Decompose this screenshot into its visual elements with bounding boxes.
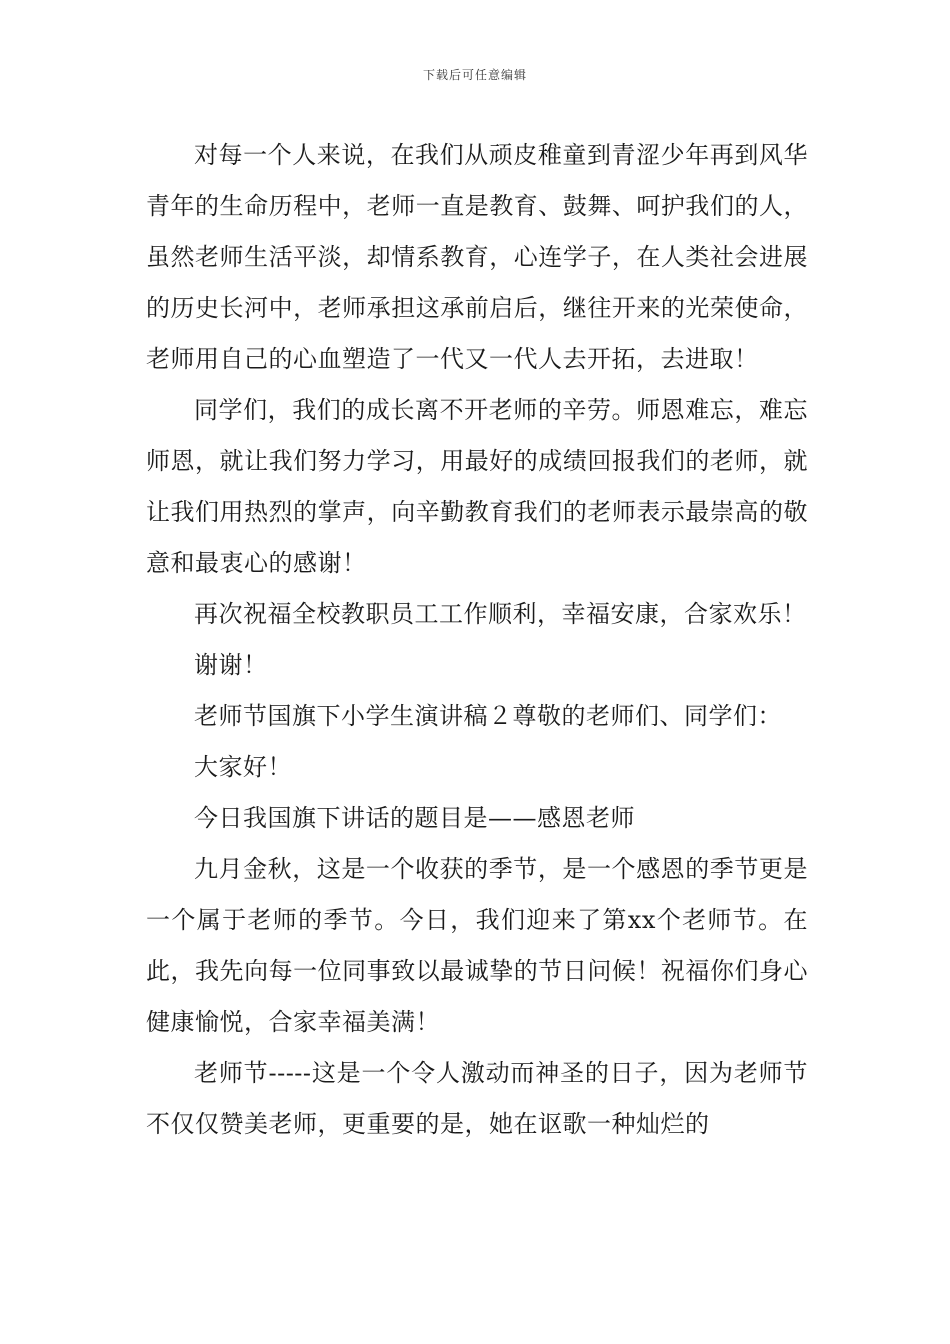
paragraph: 老师节-----这是一个令人激动而神圣的日子，因为老师节不仅仅赞美老师，更重要的是，她在讴歌一种灿烂的 [146,1059,808,1138]
paragraph: 老师节国旗下小学生演讲稿２尊敬的老师们、同学们： [194,702,782,730]
paragraph: 谢谢！ [194,651,268,679]
paragraph: 再次祝福全校教职员工工作顺利，幸福安康，合家欢乐！ [194,600,807,628]
paragraph: 大家好！ [194,753,292,781]
paragraph: 今日我国旗下讲话的题目是——感恩老师 [194,804,635,832]
paragraph: 同学们，我们的成长离不开老师的辛劳。师恩难忘，难忘师恩，就让我们努力学习，用最好的成绩回报我们的老师，就让我们用热烈的掌声，向辛勤教育我们的老师表示最崇高的敬意和最衷心的感谢！ [146,396,808,577]
paragraph: 对每一个人来说，在我们从顽皮稚童到青涩少年再到风华青年的生命历程中，老师一直是教育、鼓舞、呵护我们的人，虽然老师生活平淡，却情系教育，心连学子，在人类社会进展的历史长河中，老师承担这承前启后，继往开来的光荣使命，老师用自己的心血塑造了一代又一代人去开拓，去进取！ [146,141,808,373]
document-body [146,130,808,1150]
paragraph: 九月金秋，这是一个收获的季节，是一个感恩的季节更是一个属于老师的季节。今日，我们迎来了第xx个老师节。在此，我先向每一位同事致以最诚挚的节日问候！祝福你们身心健康愉悦，合家幸福美满！ [146,855,808,1036]
page-header: 下载后可任意编辑 [422,68,527,82]
